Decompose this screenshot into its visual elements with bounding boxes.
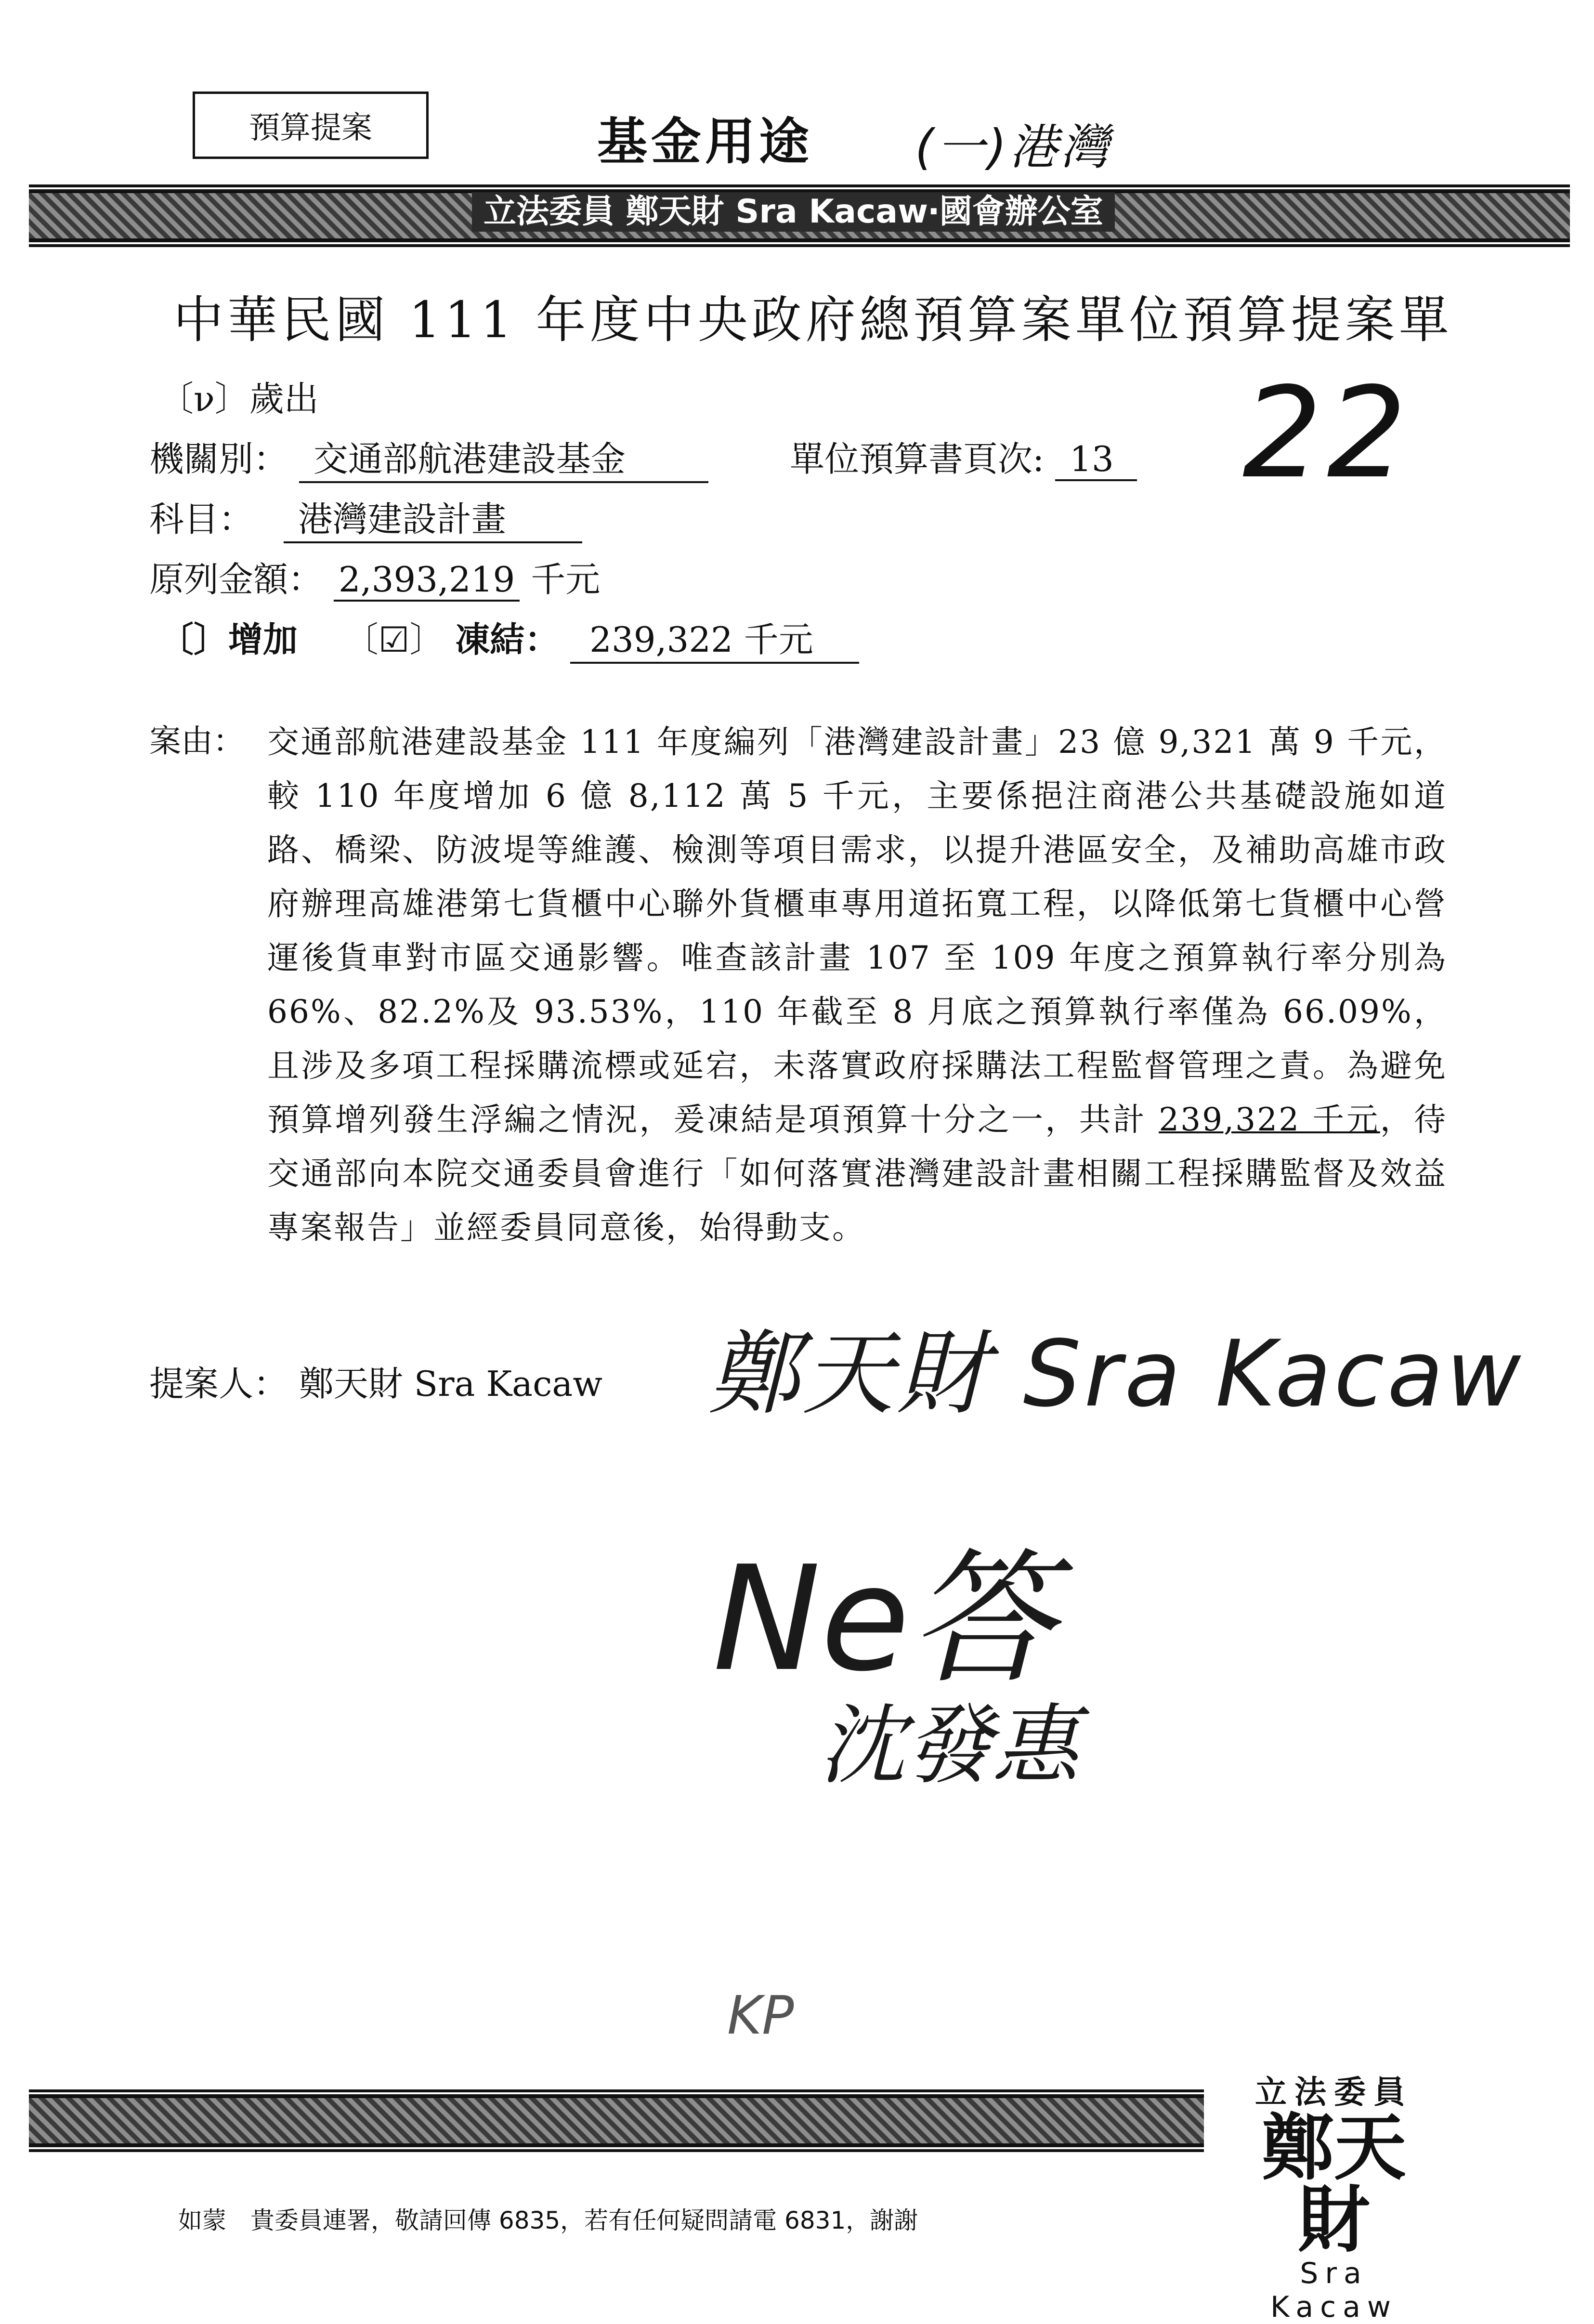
proposer-name: 鄭天財 Sra Kacaw [299, 1364, 602, 1404]
freeze-amount: 239,322 千元 [570, 612, 859, 664]
increase-option: 〔〕增加 [159, 619, 298, 660]
amount-value: 2,393,219 [334, 559, 520, 602]
page-ref-row [790, 431, 1137, 481]
logo-name: 鄭天財 [1261, 2106, 1406, 2262]
proposal-tag: 預算提案 [249, 110, 372, 146]
signature-cosigner-1: Ne答 [713, 1535, 1054, 1703]
subject-label: 科目： [149, 499, 254, 539]
banner-text: 立法委員 鄭天財 Sra Kacaw‧國會辦公室 [472, 192, 1115, 232]
fund-purpose-heading: 基金用途 [597, 112, 813, 171]
reason-freeze-amount: 239,322 千元 [1159, 1101, 1380, 1138]
subject-row [149, 491, 582, 543]
proposer-row [149, 1356, 602, 1406]
handwritten-purpose-note: (一)港灣 [915, 119, 1112, 175]
office-banner [29, 181, 1570, 243]
handwritten-mark: KP [727, 1984, 794, 2046]
action-row [159, 612, 859, 664]
reason-body [267, 715, 1447, 1255]
signature-cosigner-2: 沈發惠 [819, 1695, 1079, 1796]
expenditure-row [159, 371, 319, 421]
proposer-label: 提案人： [149, 1364, 288, 1404]
page-label: 單位預算書頁次: [790, 439, 1045, 479]
amount-unit: 千元 [531, 559, 601, 600]
page-value: 13 [1055, 439, 1137, 481]
amount-label: 原列金額： [149, 559, 323, 600]
proposal-tag-box [193, 92, 429, 159]
expenditure-type: 〔ν〕歲出 [159, 379, 319, 419]
agency-label: 機關別： [149, 439, 288, 479]
footer-banner [29, 2086, 1204, 2148]
amount-row [149, 551, 600, 602]
logo-title: 立法委員 [1255, 2074, 1413, 2111]
signature-proposer: 鄭天財 Sra Kacaw [708, 1321, 1524, 1427]
form-number: 22 [1242, 361, 1411, 506]
footer-note: 如蒙 貴委員連署，敬請回傳 6835，若有任何疑問請電 6831，謝謝 [178, 2206, 918, 2234]
agency-value: 交通部航港建設基金 [299, 431, 708, 483]
reason-text-part1: 交通部航港建設基金 111 年度編列「港灣建設計畫」23 億 9,321 萬 9 千元，較 110 年度增加 6 億 8,112 萬 5 千元，主要係挹注商港公共基礎設施如道路、橋梁、防波堤等維護、檢測等項目需求，以提升港區安全，及補助高雄市政府辦理高雄港第七貨櫃中心聯外貨櫃車專用道拓寬工程，以降低第七貨櫃中心營運後貨車對市區交通影響。唯查該計畫 107 至 109 年度之預算執行率分別為 66%、82.2%及 93.53%，110 年截至 8 月底之預算執行率僅為 66.09%，且涉及多項工程採購流標或延宕，未落實政府採購法工程監督管理之責。為避免預算增列發生浮編之情況，爰凍結是項預算十分之一，共計 [267, 723, 1447, 1138]
reason-label: 案由： [149, 722, 245, 760]
logo-romanized: Sra Kacaw [1270, 2257, 1398, 2324]
legislator-logo [1233, 2066, 1435, 2324]
freeze-label: 凍結： [455, 619, 560, 660]
footer-banner-pattern [29, 2094, 1204, 2147]
document-title: 中華民國 111 年度中央政府總預算案單位預算提案單 [173, 290, 1453, 349]
freeze-checkbox: 〔☑〕 [343, 619, 444, 660]
reason-text-part2: ，待交通部向本院交通委員會進行「如何落實港灣建設計畫相關工程採購監督及效益專案報告」並經委員同意後，始得動支。 [267, 1101, 1448, 1246]
agency-row [149, 431, 708, 483]
subject-value: 港灣建設計畫 [284, 491, 582, 543]
